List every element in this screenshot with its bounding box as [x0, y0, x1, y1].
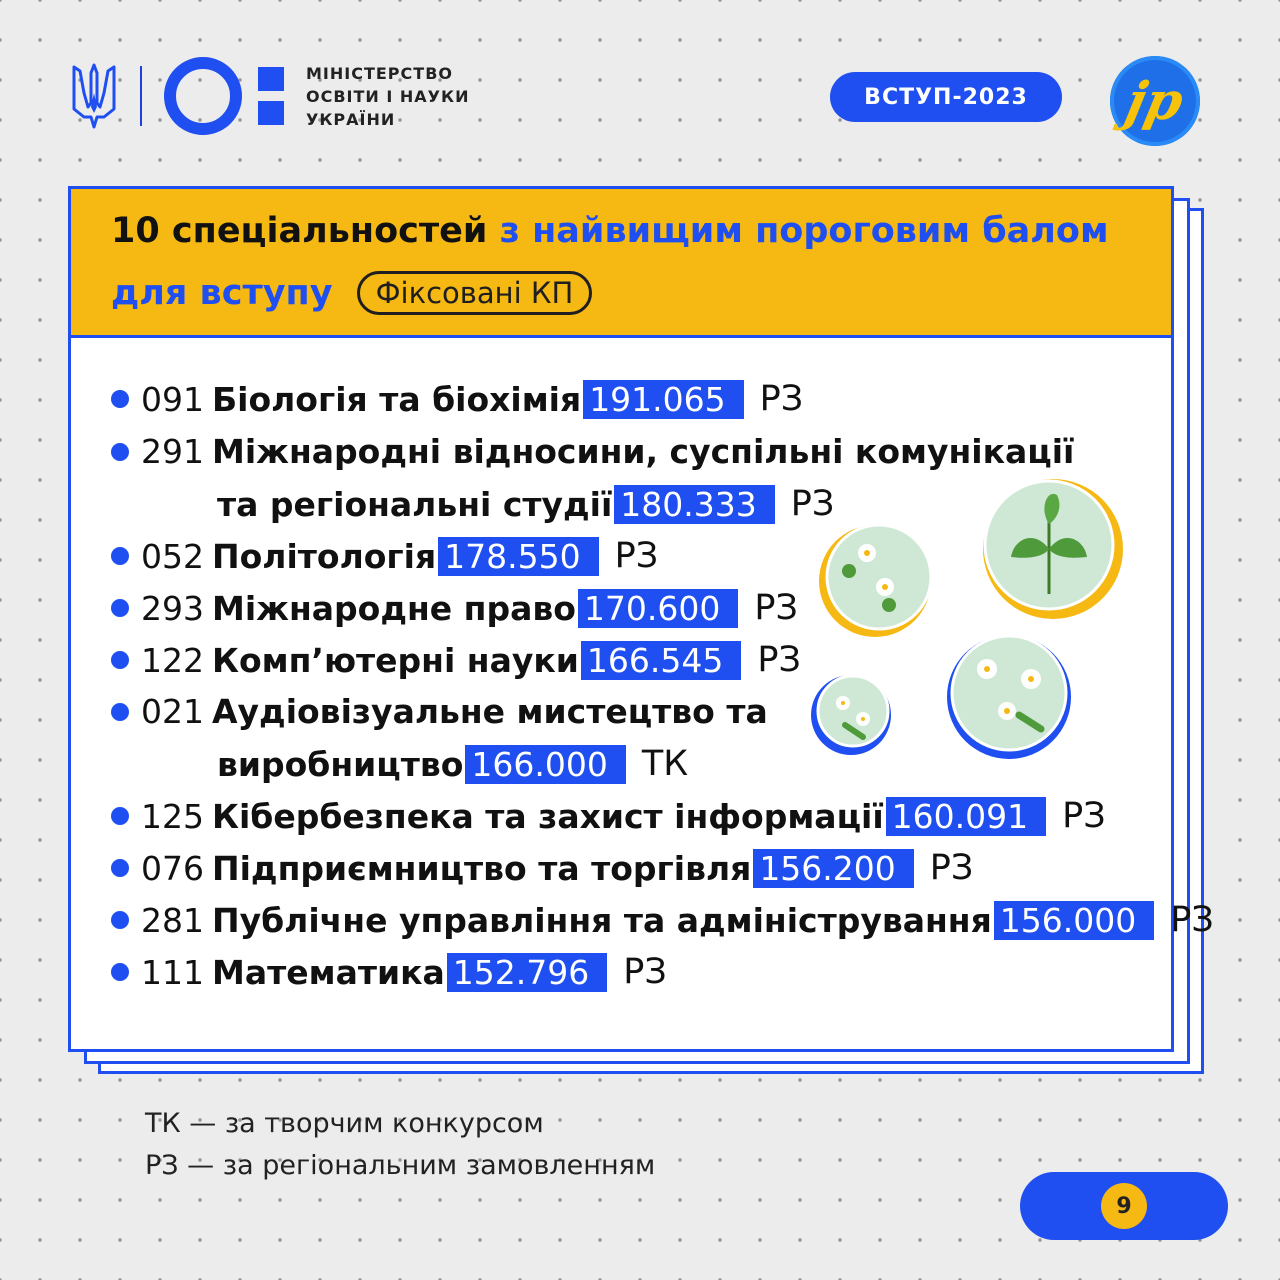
ministry-name [306, 62, 469, 131]
card-title-line2 [111, 271, 592, 315]
item-code: 293 [141, 588, 204, 628]
list-item-continuation [217, 744, 688, 784]
item-code: 281 [141, 900, 204, 940]
bullet-icon [111, 703, 129, 721]
item-score: 191.065 [583, 380, 743, 419]
title-dark: 10 спеціальностей [111, 211, 488, 251]
legend-line: ТК — за творчим конкурсом [145, 1108, 544, 1139]
item-name: Політологія [212, 536, 437, 576]
list-item [111, 952, 667, 992]
logo-squares-icon [258, 67, 284, 125]
item-code: 291 [141, 432, 204, 471]
bullet-icon [111, 807, 129, 825]
bullet-icon [111, 859, 129, 877]
item-code: 021 [141, 692, 204, 731]
ministry-line: УКРАЇНИ [306, 109, 396, 129]
item-name: Біологія та біохімія [212, 379, 582, 419]
ministry-line: ОСВІТИ І НАУКИ [306, 86, 470, 106]
title-blue: з найвищим пороговим балом [487, 211, 1109, 251]
bullet-icon [111, 599, 129, 617]
bullet-icon [111, 911, 129, 929]
item-code: 111 [141, 952, 204, 992]
petri-dish-icon [819, 525, 931, 637]
list-item-continuation [217, 484, 834, 524]
item-name: Публічне управління та адміністрування [212, 900, 992, 940]
item-type: РЗ [929, 848, 974, 888]
bullet-icon [111, 390, 129, 408]
item-code: 125 [141, 796, 204, 836]
petri-dish-icon [811, 675, 891, 755]
jp-logo-icon: jp [1110, 56, 1200, 146]
item-type: ТК [641, 744, 689, 784]
list-item [111, 379, 803, 419]
list-item [111, 640, 801, 680]
item-score: 156.000 [994, 901, 1154, 940]
bullet-icon [111, 443, 129, 461]
item-type: РЗ [614, 536, 659, 576]
title-band [71, 189, 1171, 338]
petri-dish-icon [947, 635, 1071, 759]
header-divider [140, 66, 142, 126]
title-line2: для вступу [111, 273, 333, 313]
item-type: РЗ [759, 379, 804, 419]
item-score: 178.550 [438, 537, 598, 576]
item-type: РЗ [757, 640, 801, 680]
list-item [111, 588, 798, 628]
page-number: 9 [1101, 1183, 1147, 1229]
item-type: РЗ [1170, 900, 1214, 940]
header [70, 60, 469, 132]
list-item [111, 432, 1074, 471]
bullet-icon [111, 651, 129, 669]
item-code: 122 [141, 640, 204, 680]
ministry-line: МІНІСТЕРСТВО [306, 63, 453, 83]
bullet-icon [111, 963, 129, 981]
item-type: РЗ [754, 588, 798, 628]
item-name: Підприємництво та торгівля [212, 848, 752, 888]
logo-circle-icon [164, 57, 242, 135]
item-code: 076 [141, 848, 204, 888]
list-item [111, 848, 973, 888]
petri-dish-icon [983, 479, 1123, 619]
bullet-icon [111, 547, 129, 565]
item-name: Міжнародне право [212, 588, 576, 628]
item-score: 170.600 [578, 589, 738, 628]
item-name: Математика [212, 952, 445, 992]
quota-tag: Фіксовані КП [357, 271, 593, 315]
item-code: 052 [141, 536, 204, 576]
card-title [111, 211, 1109, 251]
item-type: РЗ [1062, 796, 1106, 836]
item-score: 152.796 [447, 953, 607, 992]
item-score: 180.333 [614, 485, 774, 524]
petri-dishes-illustration [809, 479, 1139, 769]
item-name-cont: та регіональні студії [217, 484, 613, 524]
list-item [111, 900, 1214, 940]
ministry-logo [164, 57, 284, 135]
trident-icon [70, 63, 118, 129]
list-item [111, 692, 768, 731]
item-name: Аудіовізуальне мистецтво та [212, 692, 768, 731]
item-score: 166.545 [581, 641, 741, 680]
page-indicator [1020, 1172, 1228, 1240]
item-score: 166.000 [465, 745, 625, 784]
item-name-cont: виробництво [217, 744, 464, 784]
item-score: 160.091 [886, 797, 1046, 836]
item-name: Кібербезпека та захист інформації [212, 796, 884, 836]
list-item [111, 796, 1106, 836]
list-item [111, 536, 658, 576]
ranking-card [68, 186, 1214, 1052]
legend-line: РЗ — за регіональним замовленням [145, 1150, 656, 1181]
campaign-badge: ВСТУП-2023 [830, 72, 1062, 122]
item-name: Міжнародні відносини, суспільні комунікації [212, 432, 1075, 471]
item-type: РЗ [790, 484, 835, 524]
item-type: РЗ [623, 952, 667, 992]
item-code: 091 [141, 379, 204, 419]
item-name: Комп’ютерні науки [212, 640, 579, 680]
item-score: 156.200 [753, 849, 913, 888]
